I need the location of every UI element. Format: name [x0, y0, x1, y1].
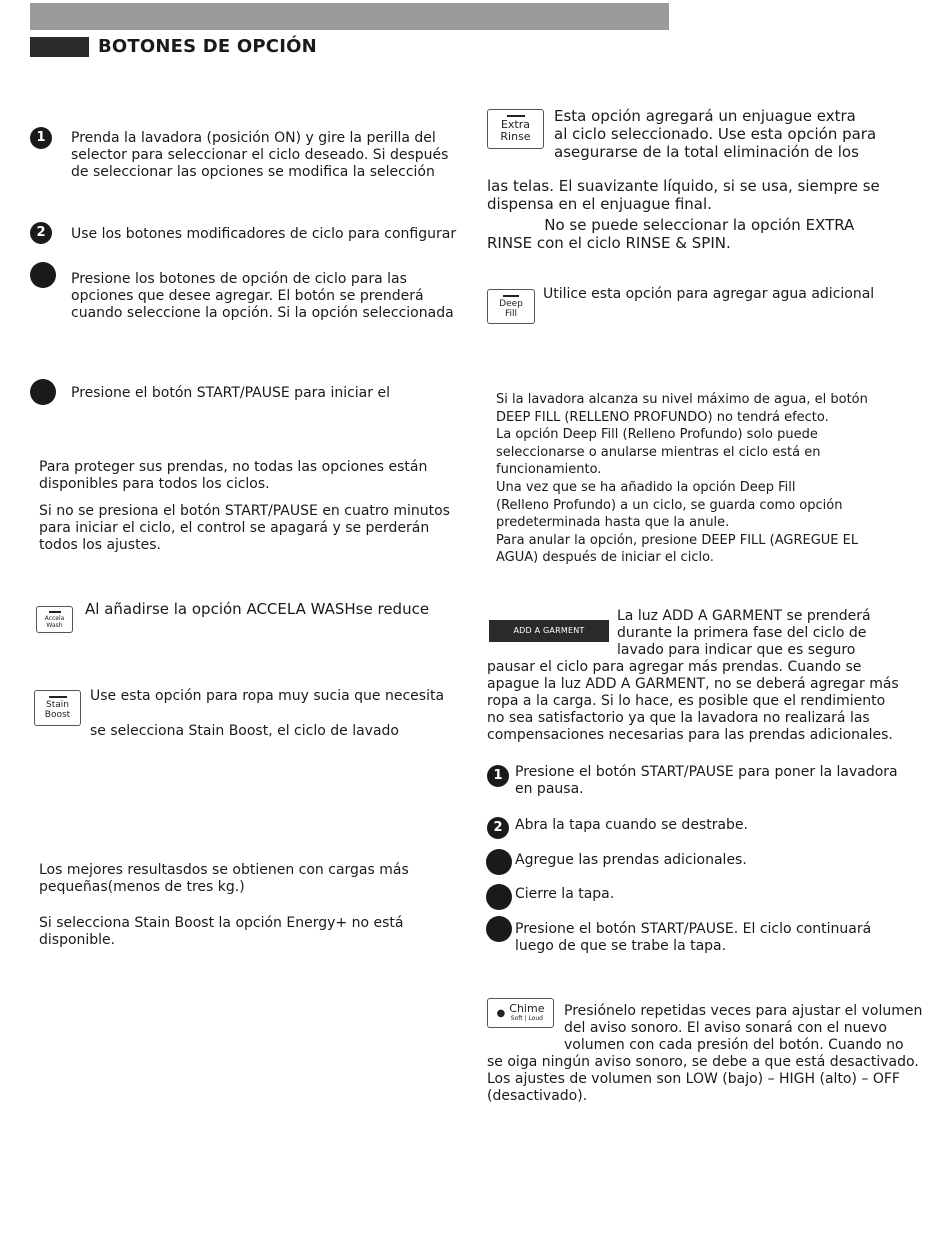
accela-wash-description: Al añadirse la opción ACCELA WASHse reduce — [85, 600, 430, 618]
add-garment-description: La luz ADD A GARMENT se prenderá durante la primera fase del ciclo de lavado para indicar que es seguro — [617, 608, 871, 658]
step-text: Presione el botón START/PAUSE para iniciar el — [71, 385, 390, 401]
header-bar — [30, 3, 669, 30]
step-text: Cierre la tapa. — [515, 886, 615, 902]
extra-rinse-description: Esta opción agregará un enjuague extra al ciclo seleccionado. Use esta opción para asegurarse de la total eliminación de los — [554, 107, 877, 161]
chime-description: se oiga ningún aviso sonoro, se debe a que está desactivado. Los ajustes de volumen son LOW (bajo) – HIGH (alto) – OFF (desactivado). — [487, 1054, 919, 1104]
step-text: Presione el botón START/PAUSE para poner la lavadora en pausa. — [515, 764, 898, 797]
deep-fill-notes: Si la lavadora alcanza su nivel máximo de agua, el botón DEEP FILL (RELLENO PROFUNDO) no tendrá efecto. La opción Deep Fill (Relleno Profundo) solo puede seleccionarse o anularse mientras el ciclo está en funcionamiento. Una vez que se ha añadido la opción Deep Fill (Relleno Profundo) a un ciclo, se guarda como opción predeterminada hasta que la anule. Para anular la opción, presione DEEP FILL (AGREGUE EL AGUA) después de iniciar el ciclo. — [496, 392, 868, 566]
stain-boost-description: se selecciona Stain Boost, el ciclo de lavado — [90, 723, 399, 739]
step-number-badge — [486, 916, 512, 942]
step-number-badge — [486, 884, 512, 910]
step-number-badge — [486, 849, 512, 875]
stain-boost-description: Use esta opción para ropa muy sucia que necesita — [90, 688, 445, 704]
add-a-garment-indicator: ADD A GARMENT — [489, 620, 609, 642]
extra-rinse-description: las telas. El suavizante líquido, si se usa, siempre se dispensa en el enjuague final. — [487, 177, 880, 213]
indicator-light-icon — [49, 696, 67, 698]
note-text: Los mejores resultasdos se obtienen con cargas más pequeñas(menos de tres kg.) — [39, 862, 409, 895]
step-text: Prenda la lavadora (posición ON) y gire la perilla del selector para seleccionar el ciclo deseado. Si después de seleccionar las opciones se modifica la selección — [71, 130, 449, 180]
step-text: Agregue las prendas adicionales. — [515, 852, 747, 868]
deep-fill-description: Utilice esta opción para agregar agua adicional — [543, 286, 875, 302]
indicator-dot-icon: ● — [496, 1007, 506, 1019]
indicator-light-icon — [49, 611, 61, 613]
step-number-badge — [30, 262, 56, 288]
step-text: Presione el botón START/PAUSE. El ciclo continuará luego de que se trabe la tapa. — [515, 921, 872, 954]
section-marker — [30, 37, 89, 57]
chime-button[interactable]: ● Chime Soft | Loud — [487, 998, 554, 1028]
accela-wash-button[interactable]: Accela Wash — [36, 606, 73, 633]
step-text: Abra la tapa cuando se destrabe. — [515, 817, 749, 833]
stain-boost-button[interactable]: Stain Boost — [34, 690, 81, 726]
step-number-badge: 2 — [487, 817, 509, 839]
step-text: Presione los botones de opción de ciclo para las opciones que desee agregar. El botón se prenderá cuando seleccione la opción. Si la opción seleccionada — [71, 271, 454, 321]
note-text: Si selecciona Stain Boost la opción Energy+ no está disponible. — [39, 915, 404, 948]
indicator-light-icon — [507, 115, 525, 117]
deep-fill-button[interactable]: Deep Fill — [487, 289, 535, 324]
step-number-badge: 2 — [30, 222, 52, 244]
step-number-badge — [30, 379, 56, 405]
indicator-light-icon — [503, 295, 519, 297]
step-text: Use los botones modificadores de ciclo para configurar — [71, 226, 457, 242]
note-text: Para proteger sus prendas, no todas las opciones están disponibles para todos los ciclos. — [39, 459, 428, 492]
step-number-badge: 1 — [30, 127, 52, 149]
note-text: Si no se presiona el botón START/PAUSE en cuatro minutos para iniciar el ciclo, el control se apagará y se perderán todos los ajustes. — [39, 503, 450, 553]
page-title: BOTONES DE OPCIÓN — [98, 36, 317, 57]
extra-rinse-note: No se puede seleccionar la opción EXTRA RINSE con el ciclo RINSE & SPIN. — [487, 216, 855, 252]
extra-rinse-button[interactable]: Extra Rinse — [487, 109, 544, 149]
step-number-badge: 1 — [487, 765, 509, 787]
add-garment-description: pausar el ciclo para agregar más prendas. Cuando se apague la luz ADD A GARMENT, no se deberá agregar más ropa a la carga. Si lo hace, es posible que el rendimiento no sea satisfactorio ya que la lavadora no realizará las compensaciones necesarias para las prendas adicionales. — [487, 659, 899, 743]
chime-description: Presiónelo repetidas veces para ajustar el volumen del aviso sonoro. El aviso sonará con el nuevo volumen con cada presión del botón. Cuando no — [564, 1003, 923, 1053]
